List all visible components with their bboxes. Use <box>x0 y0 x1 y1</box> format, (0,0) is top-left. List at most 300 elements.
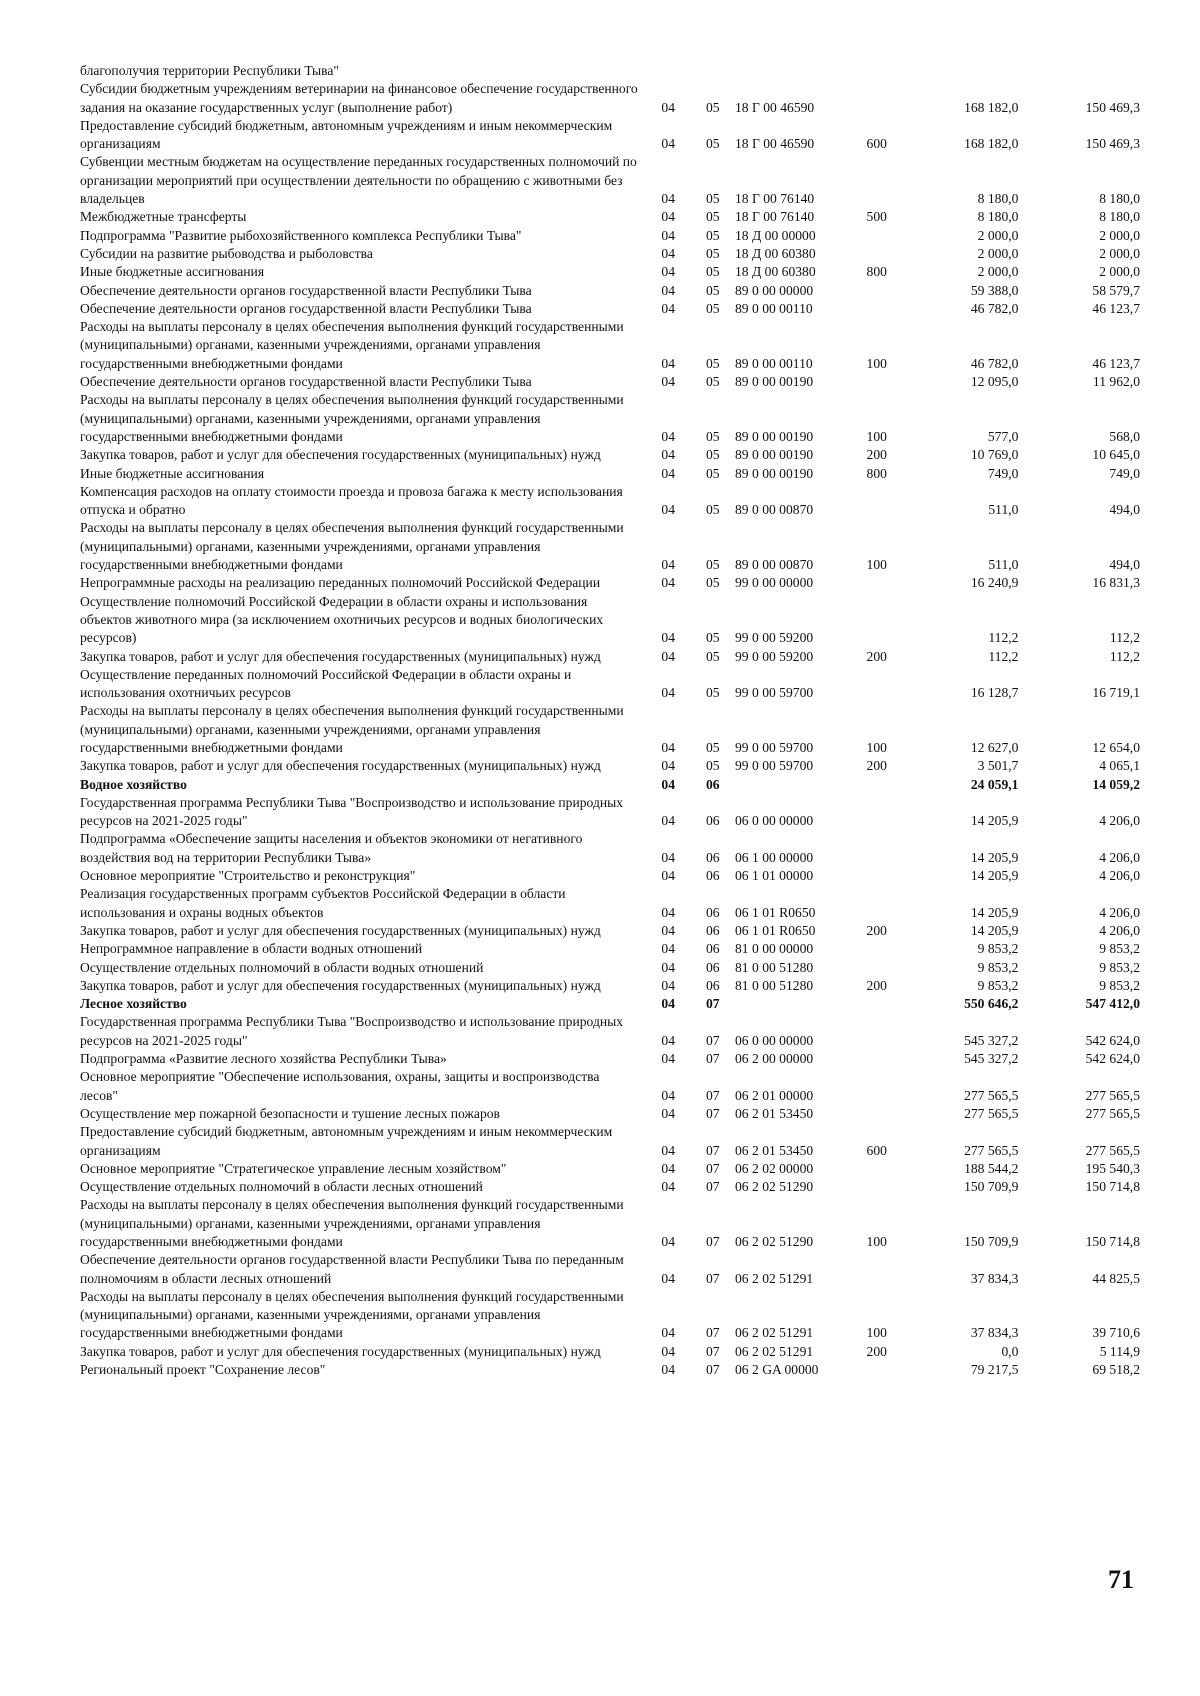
row-subsection-code: 07 <box>705 1179 720 1195</box>
row-amount-year-2: 4 206,0 <box>1099 868 1140 884</box>
row-amount-year-2: 5 114,9 <box>1099 1343 1140 1359</box>
table-row <box>80 62 1140 80</box>
row-expense-type <box>856 1105 896 1123</box>
table-row <box>80 446 1140 464</box>
row-name: Непрограммное направление в области водных отношений <box>80 941 423 957</box>
table-row <box>80 593 1140 648</box>
row-amount-year-1: 511,0 <box>988 502 1019 518</box>
row-name: Закупка товаров, работ и услуг для обеспечения государственных (муниципальных) нужд <box>80 447 601 463</box>
row-name: Компенсация расходов на оплату стоимости проезда и провоза багажа к месту использования отпуска и обратно <box>80 483 623 518</box>
row-subsection-code: 05 <box>705 227 720 243</box>
row-amount-year-1: 150 709,9 <box>964 1234 1019 1249</box>
row-target-article: 99 0 00 59700 <box>735 739 814 755</box>
row-subsection-code: 05 <box>705 209 720 225</box>
row-expense-type: 500 <box>866 209 887 225</box>
row-amount-year-1: 168 182,0 <box>964 99 1019 115</box>
row-amount-year-1: 188 544,2 <box>964 1160 1019 1176</box>
row-section-code: 04 <box>661 1362 675 1378</box>
row-section-code: 04 <box>661 922 675 938</box>
row-target-article: 06 2 02 51291 <box>735 1343 814 1359</box>
table-row <box>80 483 1140 520</box>
row-amount-year-1: 277 565,5 <box>964 1087 1019 1103</box>
row-amount-year-2: 9 853,2 <box>1099 959 1140 975</box>
row-section-code: 04 <box>661 209 675 225</box>
row-amount-year-1: 545 327,2 <box>964 1051 1019 1067</box>
row-name: Региональный проект "Сохранение лесов" <box>80 1362 326 1378</box>
row-amount-year-1: 749,0 <box>987 465 1019 481</box>
row-amount-year-2: 9 853,2 <box>1099 977 1140 993</box>
row-expense-type <box>856 666 896 703</box>
row-target-article: 81 0 00 51280 <box>735 977 814 993</box>
row-section-code: 04 <box>661 355 675 371</box>
row-section-code: 04 <box>661 1343 675 1359</box>
row-section-code: 04 <box>661 1234 675 1249</box>
table-row <box>80 465 1140 483</box>
row-section-code: 04 <box>661 685 675 701</box>
row-amount-year-2: 277 565,5 <box>1085 1142 1140 1158</box>
row-expense-type <box>856 776 896 794</box>
row-amount-year-2: 2 000,0 <box>1099 264 1140 280</box>
row-name: Субсидии на развитие рыбоводства и рыболовства <box>80 245 373 261</box>
row-expense-type <box>856 245 896 263</box>
row-expense-type: 100 <box>866 428 887 444</box>
row-amount-year-1: 277 565,5 <box>964 1105 1019 1121</box>
table-row <box>80 757 1140 775</box>
row-subsection-code: 05 <box>705 355 720 371</box>
table-row <box>80 300 1140 318</box>
row-expense-type: 200 <box>866 648 887 664</box>
row-expense-type <box>856 373 896 391</box>
row-subsection-code: 05 <box>705 739 720 755</box>
row-expense-type <box>856 62 896 80</box>
row-name: благополучия территории Республики Тыва" <box>80 63 339 78</box>
row-subsection-code <box>690 62 735 80</box>
row-expense-type <box>856 80 896 117</box>
row-expense-type <box>856 1160 896 1178</box>
row-expense-type <box>856 300 896 318</box>
row-target-article: 06 0 00 00000 <box>735 813 814 829</box>
row-target-article: 89 0 00 00190 <box>735 374 814 390</box>
row-expense-type: 200 <box>866 758 887 774</box>
row-amount-year-1: 112,2 <box>988 630 1019 646</box>
row-section-code: 04 <box>661 227 675 243</box>
row-section-code: 04 <box>661 264 675 280</box>
table-row <box>80 1050 1140 1068</box>
table-row <box>80 1178 1140 1196</box>
row-subsection-code: 07 <box>705 1234 720 1249</box>
row-expense-type: 800 <box>866 264 887 280</box>
table-row <box>80 519 1140 574</box>
row-section-code: 04 <box>661 502 675 518</box>
row-name: Закупка товаров, работ и услуг для обеспечения государственных (муниципальных) нужд <box>80 1343 601 1359</box>
row-amount-year-2: 195 540,3 <box>1085 1160 1140 1176</box>
row-name: Закупка товаров, работ и услуг для обеспечения государственных (муниципальных) нужд <box>80 648 601 664</box>
row-amount-year-1: 0,0 <box>1001 1343 1019 1359</box>
row-amount-year-2: 58 579,7 <box>1092 282 1140 298</box>
row-expense-type <box>856 885 896 922</box>
row-target-article: 18 Г 00 46590 <box>735 99 815 115</box>
row-section-code: 04 <box>661 1270 675 1286</box>
row-section-code: 04 <box>661 428 675 444</box>
row-name: Осуществление переданных полномочий Российской Федерации в области охраны и использования охотничьих ресурсов <box>80 666 572 701</box>
row-section-code <box>646 62 691 80</box>
row-amount-year-2: 11 962,0 <box>1092 374 1140 390</box>
row-subsection-code: 06 <box>705 959 720 975</box>
row-subsection-code: 05 <box>705 502 720 518</box>
row-target-article: 89 0 00 00110 <box>735 300 813 316</box>
row-target-article: 89 0 00 00190 <box>735 465 814 481</box>
row-target-article: 99 0 00 59700 <box>735 758 814 774</box>
row-expense-type <box>856 282 896 300</box>
row-subsection-code: 05 <box>705 282 720 298</box>
row-name: Обеспечение деятельности органов государственной власти Республики Тыва по переданным полномочиям в области лесных отношений <box>80 1252 624 1286</box>
row-amount-year-1: 14 205,9 <box>970 849 1019 865</box>
row-amount-year-1: 79 217,5 <box>970 1362 1019 1378</box>
row-amount-year-2: 8 180,0 <box>1099 191 1140 207</box>
row-expense-type: 100 <box>866 1325 887 1341</box>
row-expense-type <box>856 227 896 245</box>
table-row <box>80 227 1140 245</box>
table-row <box>80 995 1140 1013</box>
row-amount-year-2: 14 059,2 <box>1092 776 1140 792</box>
row-name: Подпрограмма "Развитие рыбохозяйственного комплекса Республики Тыва" <box>80 227 522 243</box>
row-subsection-code: 06 <box>705 813 720 829</box>
row-subsection-code: 06 <box>705 977 720 993</box>
row-name: Осуществление отдельных полномочий в области лесных отношений <box>80 1179 483 1195</box>
row-subsection-code: 07 <box>705 1087 720 1103</box>
row-amount-year-2: 547 412,0 <box>1085 996 1140 1012</box>
row-subsection-code: 05 <box>705 191 720 207</box>
row-name: Субвенции местным бюджетам на осуществление переданных государственных полномочий по организации мероприятий при осуществлении деятельности по обращению с животными без владельцев <box>80 154 637 207</box>
row-expense-type: 100 <box>866 557 887 573</box>
table-row <box>80 885 1140 922</box>
row-amount-year-2: 542 624,0 <box>1085 1032 1140 1048</box>
row-name: Иные бюджетные ассигнования <box>80 264 265 280</box>
row-subsection-code: 05 <box>705 465 720 481</box>
row-section-code: 04 <box>661 977 675 993</box>
row-subsection-code: 05 <box>705 374 720 390</box>
row-section-code: 04 <box>661 1105 675 1121</box>
row-subsection-code: 07 <box>705 1105 720 1121</box>
row-amount-year-1: 168 182,0 <box>964 136 1019 152</box>
row-expense-type: 200 <box>866 447 887 463</box>
row-amount-year-1: 46 782,0 <box>970 355 1019 371</box>
row-name: Расходы на выплаты персоналу в целях обеспечения выполнения функций государственными (муниципальными) органами, казенными учреждениями, органами управления государственными внебюджетными фондами <box>80 392 624 444</box>
row-amount-year-1: 46 782,0 <box>970 300 1019 316</box>
row-expense-type: 600 <box>866 136 887 152</box>
table-row <box>80 574 1140 592</box>
budget-table-body <box>80 62 1140 1379</box>
table-row <box>80 1288 1140 1343</box>
row-amount-year-2: 277 565,5 <box>1085 1087 1140 1103</box>
row-name: Основное мероприятие "Стратегическое управление лесным хозяйством" <box>80 1160 507 1176</box>
row-amount-year-2: 39 710,6 <box>1092 1325 1140 1341</box>
row-section-code: 04 <box>661 1160 675 1176</box>
row-target-article: 99 0 00 59200 <box>735 648 814 664</box>
row-expense-type <box>856 153 896 208</box>
row-subsection-code: 07 <box>705 996 720 1012</box>
row-amount-year-2: 112,2 <box>1109 630 1140 646</box>
row-name: Закупка товаров, работ и услуг для обеспечения государственных (муниципальных) нужд <box>80 758 601 774</box>
row-subsection-code: 06 <box>705 904 720 920</box>
row-amount-year-2: 8 180,0 <box>1099 209 1140 225</box>
row-target-article: 06 2 02 51291 <box>735 1270 814 1286</box>
row-name: Межбюджетные трансферты <box>80 209 247 225</box>
row-section-code: 04 <box>661 941 675 957</box>
table-row <box>80 1105 1140 1123</box>
row-amount-year-1 <box>897 62 1018 80</box>
row-subsection-code: 05 <box>705 300 720 316</box>
row-section-code: 04 <box>661 99 675 115</box>
row-section-code: 04 <box>661 1142 675 1158</box>
row-section-code: 04 <box>661 1179 675 1195</box>
row-expense-type: 100 <box>866 739 887 755</box>
table-row <box>80 391 1140 446</box>
row-subsection-code: 07 <box>705 1032 720 1048</box>
row-amount-year-2: 9 853,2 <box>1099 941 1140 957</box>
row-target-article: 06 2 02 51291 <box>735 1325 814 1341</box>
row-subsection-code: 07 <box>705 1362 720 1378</box>
row-name: Обеспечение деятельности органов государственной власти Республики Тыва <box>80 374 532 390</box>
row-target-article: 06 2 00 00000 <box>735 1051 814 1067</box>
row-subsection-code: 07 <box>705 1325 720 1341</box>
row-target-article: 06 1 00 00000 <box>735 849 814 865</box>
row-section-code: 04 <box>661 1032 675 1048</box>
row-subsection-code: 05 <box>705 136 720 152</box>
row-target-article: 18 Д 00 00000 <box>735 227 816 243</box>
row-subsection-code: 05 <box>705 575 720 591</box>
row-target-article: 99 0 00 59700 <box>735 685 814 701</box>
row-target-article: 81 0 00 51280 <box>735 959 814 975</box>
row-amount-year-1: 14 205,9 <box>970 922 1019 938</box>
row-amount-year-1: 550 646,2 <box>964 996 1019 1012</box>
row-target-article: 06 2 02 51290 <box>735 1234 814 1249</box>
row-amount-year-1: 37 834,3 <box>970 1270 1019 1286</box>
row-target-article: 06 1 01 R0650 <box>735 922 816 938</box>
row-section-code: 04 <box>661 996 675 1012</box>
row-amount-year-2: 150 469,3 <box>1085 99 1140 115</box>
row-name: Государственная программа Республики Тыва "Воспроизводство и использование природных ресурсов на 2021-2025 годы" <box>80 1014 624 1048</box>
row-amount-year-1: 2 000,0 <box>977 245 1019 261</box>
row-amount-year-1: 8 180,0 <box>977 209 1019 225</box>
row-subsection-code: 05 <box>705 685 720 701</box>
row-name: Расходы на выплаты персоналу в целях обеспечения выполнения функций государственными (муниципальными) органами, казенными учреждениями, органами управления государственными внебюджетными фондами <box>80 703 624 755</box>
row-amount-year-2: 542 624,0 <box>1085 1051 1140 1067</box>
row-section-code: 04 <box>661 1051 675 1067</box>
table-row <box>80 648 1140 666</box>
row-expense-type: 200 <box>866 1343 887 1359</box>
row-amount-year-2: 150 469,3 <box>1085 136 1140 152</box>
row-amount-year-1: 8 180,0 <box>977 191 1019 207</box>
row-name: Осуществление полномочий Российской Федерации в области охраны и использования объектов животного мира (за исключением охотничьих ресурсов и водных биологических ресурсов) <box>80 593 604 646</box>
row-name: Расходы на выплаты персоналу в целях обеспечения выполнения функций государственными (муниципальными) органами, казенными учреждениями, органами управления государственными внебюджетными фондами <box>80 1288 624 1341</box>
row-amount-year-2: 46 123,7 <box>1092 355 1140 371</box>
table-row <box>80 867 1140 885</box>
row-amount-year-1: 511,0 <box>988 557 1019 573</box>
row-target-article: 89 0 00 00190 <box>735 447 814 463</box>
row-section-code: 04 <box>661 245 675 261</box>
row-subsection-code: 06 <box>705 849 720 865</box>
row-target-article <box>735 995 856 1013</box>
row-section-code: 04 <box>661 739 675 755</box>
table-row <box>80 1251 1140 1288</box>
row-amount-year-1: 9 853,2 <box>977 977 1019 993</box>
row-section-code: 04 <box>661 776 675 792</box>
table-row <box>80 702 1140 757</box>
row-section-code: 04 <box>661 1087 675 1103</box>
row-expense-type <box>856 1068 896 1105</box>
table-row <box>80 977 1140 995</box>
row-target-article: 06 2 GA 00000 <box>735 1362 819 1378</box>
row-amount-year-2: 150 714,8 <box>1085 1179 1140 1195</box>
table-row <box>80 940 1140 958</box>
row-section-code: 04 <box>661 136 675 152</box>
row-amount-year-2: 749,0 <box>1109 465 1140 481</box>
row-section-code: 04 <box>661 447 675 463</box>
row-name: Основное мероприятие "Строительство и реконструкция" <box>80 868 416 884</box>
row-name: Расходы на выплаты персоналу в целях обеспечения выполнения функций государственными (муниципальными) органами, казенными учреждениями, органами управления государственными внебюджетными фондами <box>80 319 624 371</box>
row-amount-year-1: 150 709,9 <box>964 1179 1019 1195</box>
row-target-article: 89 0 00 00870 <box>735 557 814 573</box>
row-subsection-code: 06 <box>705 922 720 938</box>
row-expense-type <box>856 1013 896 1050</box>
row-name: Основное мероприятие "Обеспечение использования, охраны, защиты и воспроизводства лесов" <box>80 1069 600 1103</box>
row-amount-year-2: 4 206,0 <box>1099 904 1140 920</box>
row-section-code: 04 <box>661 813 675 829</box>
row-section-code: 04 <box>661 868 675 884</box>
row-subsection-code: 05 <box>705 630 720 646</box>
row-target-article: 81 0 00 00000 <box>735 941 814 957</box>
row-section-code: 04 <box>661 282 675 298</box>
row-amount-year-2: 12 654,0 <box>1092 739 1140 755</box>
row-target-article: 18 Г 00 76140 <box>735 209 815 225</box>
row-section-code: 04 <box>661 630 675 646</box>
row-subsection-code: 07 <box>705 1160 720 1176</box>
table-row <box>80 1343 1140 1361</box>
row-expense-type <box>856 1050 896 1068</box>
row-target-article: 06 2 02 00000 <box>735 1160 814 1176</box>
row-target-article: 89 0 00 00870 <box>735 502 814 518</box>
row-subsection-code: 07 <box>705 1343 720 1359</box>
row-subsection-code: 07 <box>705 1270 720 1286</box>
row-amount-year-2: 494,0 <box>1109 557 1140 573</box>
row-expense-type: 100 <box>866 355 887 371</box>
row-subsection-code: 06 <box>705 941 720 957</box>
row-section-code: 04 <box>661 1325 675 1341</box>
row-amount-year-1: 9 853,2 <box>977 941 1019 957</box>
row-amount-year-1: 577,0 <box>987 428 1019 444</box>
row-subsection-code: 05 <box>705 99 720 115</box>
row-name: Закупка товаров, работ и услуг для обеспечения государственных (муниципальных) нужд <box>80 977 601 993</box>
row-subsection-code: 05 <box>705 428 720 444</box>
row-section-code: 04 <box>661 300 675 316</box>
table-row <box>80 830 1140 867</box>
table-row <box>80 959 1140 977</box>
page-number: 71 <box>1108 1565 1134 1594</box>
table-row <box>80 1123 1140 1160</box>
row-amount-year-2: 4 065,1 <box>1099 758 1140 774</box>
row-name: Субсидии бюджетным учреждениям ветеринарии на финансовое обеспечение государственного задания на оказание государственных услуг (выполнение работ) <box>80 81 638 115</box>
row-target-article: 06 1 01 00000 <box>735 868 814 884</box>
row-amount-year-2: 277 565,5 <box>1085 1105 1140 1121</box>
row-amount-year-2: 112,2 <box>1109 648 1140 664</box>
row-amount-year-2: 568,0 <box>1109 428 1140 444</box>
row-target-article: 18 Г 00 76140 <box>735 191 815 207</box>
row-amount-year-1: 16 240,9 <box>970 575 1019 591</box>
row-expense-type: 100 <box>866 1234 887 1249</box>
row-amount-year-1: 545 327,2 <box>964 1032 1019 1048</box>
row-amount-year-2: 4 206,0 <box>1099 849 1140 865</box>
row-name: Расходы на выплаты персоналу в целях обеспечения выполнения функций государственными (муниципальными) органами, казенными учреждениями, органами управления государственными внебюджетными фондами <box>80 1197 624 1249</box>
row-name: Иные бюджетные ассигнования <box>80 465 265 481</box>
row-target-article: 18 Д 00 60380 <box>735 264 816 280</box>
row-amount-year-1: 59 388,0 <box>970 282 1019 298</box>
row-amount-year-1: 9 853,2 <box>977 959 1019 975</box>
row-name: Осуществление мер пожарной безопасности и тушение лесных пожаров <box>80 1105 500 1121</box>
row-amount-year-1: 14 205,9 <box>970 868 1019 884</box>
row-section-code: 04 <box>661 849 675 865</box>
row-amount-year-2: 4 206,0 <box>1099 813 1140 829</box>
row-section-code: 04 <box>661 374 675 390</box>
row-amount-year-1: 14 205,9 <box>970 904 1019 920</box>
row-expense-type <box>856 794 896 831</box>
row-name: Предоставление субсидий бюджетным, автономным учреждениям и иным некоммерческим организациям <box>80 117 613 152</box>
row-expense-type <box>856 1251 896 1288</box>
row-subsection-code: 05 <box>705 264 720 280</box>
table-row <box>80 1160 1140 1178</box>
row-name: Подпрограмма «Развитие лесного хозяйства Республики Тыва» <box>80 1051 447 1067</box>
row-target-article: 99 0 00 59200 <box>735 630 814 646</box>
row-name: Обеспечение деятельности органов государственной власти Республики Тыва <box>80 282 532 298</box>
row-amount-year-1: 14 205,9 <box>970 813 1019 829</box>
row-amount-year-2: 69 518,2 <box>1092 1362 1140 1378</box>
row-section-code: 04 <box>661 191 675 207</box>
row-target-article: 06 1 01 R0650 <box>735 904 816 920</box>
row-section-code: 04 <box>661 648 675 664</box>
row-target-article: 89 0 00 00190 <box>735 428 814 444</box>
table-row <box>80 776 1140 794</box>
table-row <box>80 1196 1140 1251</box>
row-subsection-code: 05 <box>705 648 720 664</box>
row-subsection-code: 05 <box>705 557 720 573</box>
row-amount-year-1: 12 627,0 <box>970 739 1019 755</box>
row-amount-year-2: 44 825,5 <box>1092 1270 1140 1286</box>
row-name: Расходы на выплаты персоналу в целях обеспечения выполнения функций государственными (муниципальными) органами, казенными учреждениями, органами управления государственными внебюджетными фондами <box>80 520 624 573</box>
row-expense-type <box>856 959 896 977</box>
row-amount-year-2: 2 000,0 <box>1099 227 1140 243</box>
row-expense-type <box>856 1361 896 1379</box>
row-target-article: 89 0 00 00110 <box>735 355 813 371</box>
row-amount-year-2: 46 123,7 <box>1092 300 1140 316</box>
row-subsection-code: 05 <box>705 447 720 463</box>
table-row <box>80 1361 1140 1379</box>
row-subsection-code: 05 <box>705 245 720 261</box>
row-target-article <box>735 62 856 80</box>
row-subsection-code: 06 <box>705 868 720 884</box>
table-row <box>80 80 1140 117</box>
table-row <box>80 245 1140 263</box>
row-amount-year-2: 10 645,0 <box>1092 447 1140 463</box>
row-expense-type <box>856 867 896 885</box>
row-name: Государственная программа Республики Тыва "Воспроизводство и использование природных ресурсов на 2021-2025 годы" <box>80 794 624 829</box>
row-name: Подпрограмма «Обеспечение защиты населения и объектов экономики от негативного воздействия вод на территории Республики Тыва» <box>80 831 583 865</box>
row-subsection-code: 05 <box>705 758 720 774</box>
row-name: Закупка товаров, работ и услуг для обеспечения государственных (муниципальных) нужд <box>80 922 601 938</box>
row-amount-year-2: 16 719,1 <box>1092 685 1140 701</box>
row-expense-type: 600 <box>866 1142 887 1158</box>
row-section-code: 04 <box>661 557 675 573</box>
table-row <box>80 666 1140 703</box>
